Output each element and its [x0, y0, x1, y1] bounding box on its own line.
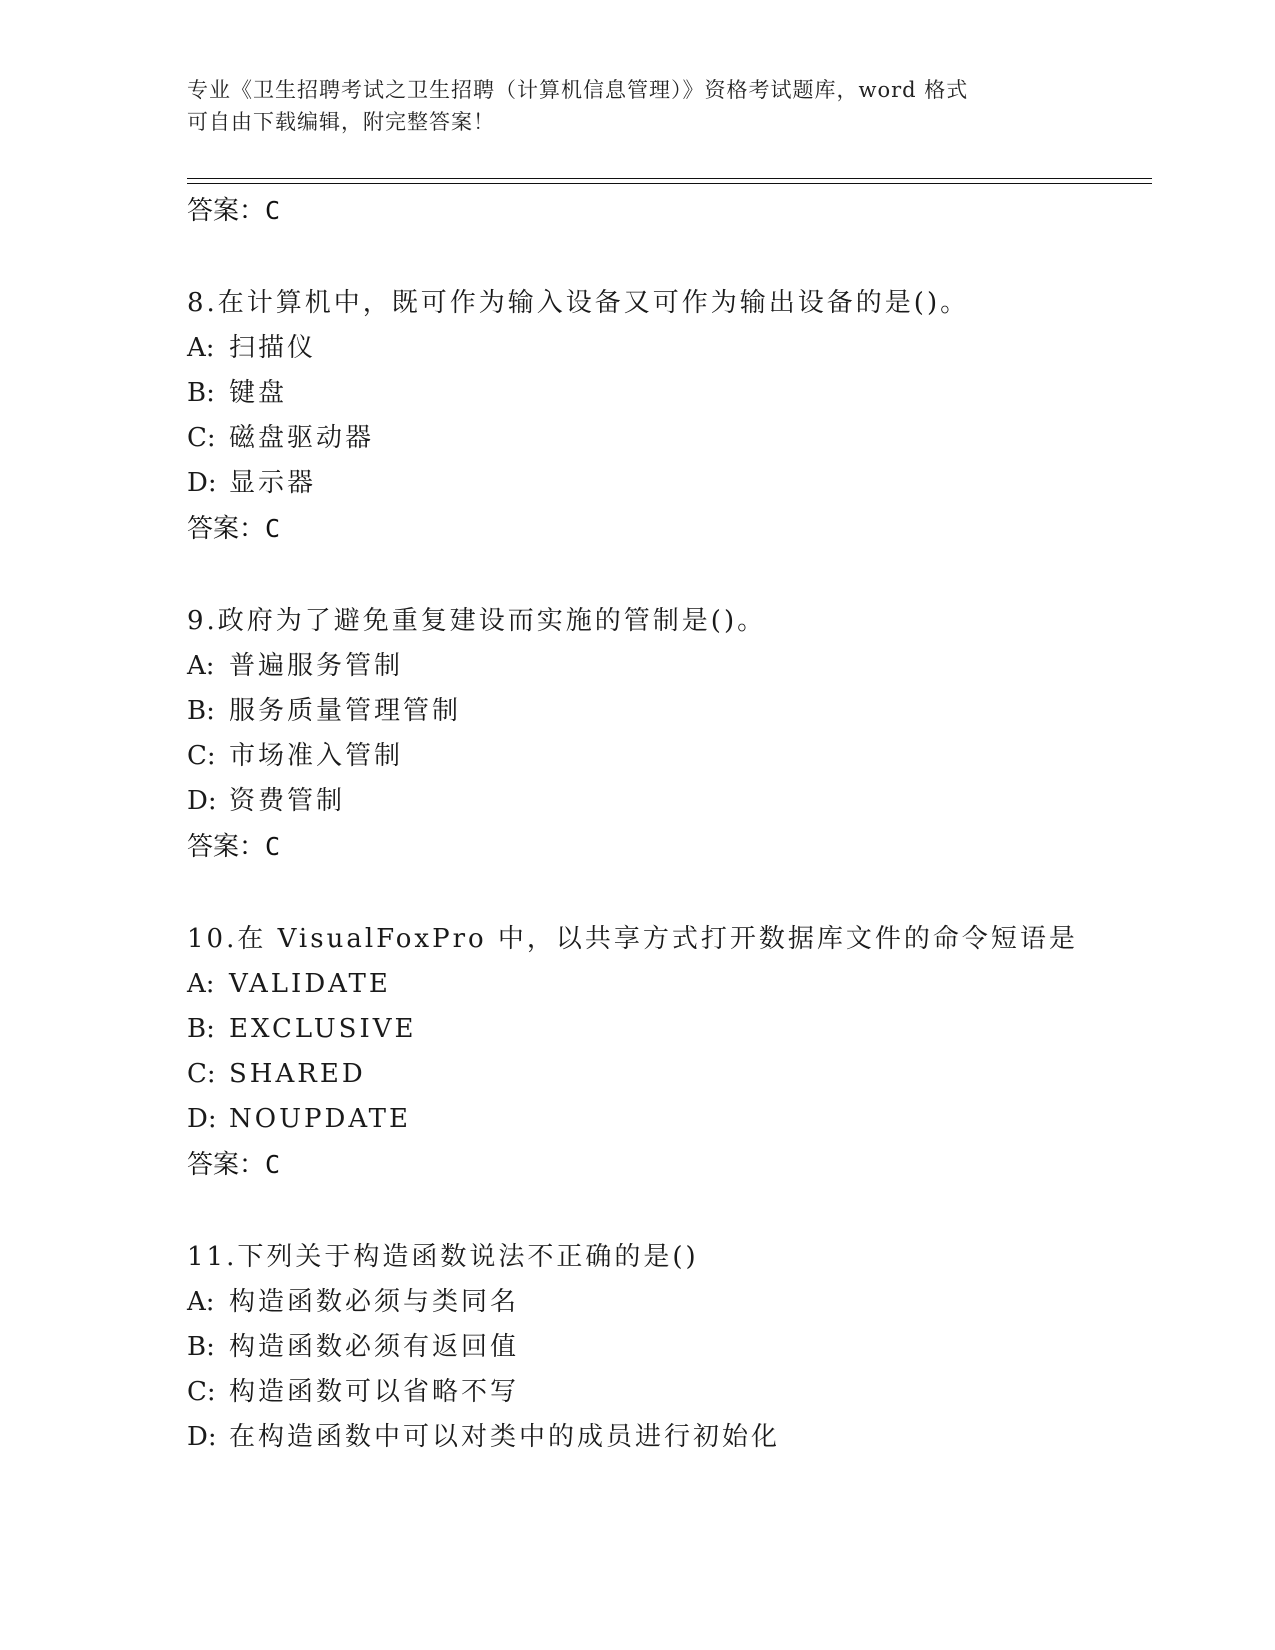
option-letter: B: — [187, 378, 215, 408]
option-letter: C: — [187, 1377, 216, 1407]
header-line-1: 专业《卫生招聘考试之卫生招聘（计算机信息管理）》资格考试题库，word 格式 — [187, 78, 969, 102]
answer-line — [187, 1142, 1187, 1188]
answer-label: 答案： — [187, 832, 266, 862]
answer-value: C — [265, 514, 281, 543]
option-letter: C: — [187, 741, 216, 771]
option-text: SHARED — [229, 1059, 366, 1089]
option-letter: B: — [187, 1332, 215, 1362]
spacer — [187, 870, 1187, 916]
answer-line — [187, 506, 1187, 552]
option-d — [187, 461, 1187, 506]
option-b — [187, 689, 1187, 734]
option-text: 构造函数可以省略不写 — [229, 1377, 520, 1407]
header-rule-bottom — [187, 183, 1152, 184]
option-text: 扫描仪 — [229, 333, 317, 363]
document-header — [187, 74, 1067, 138]
option-b — [187, 1325, 1187, 1370]
option-letter: D: — [187, 1104, 217, 1134]
option-c — [187, 416, 1187, 461]
answer-line — [187, 824, 1187, 870]
option-c — [187, 1370, 1187, 1415]
option-a — [187, 326, 1187, 371]
option-text: 构造函数必须有返回值 — [229, 1332, 520, 1362]
option-text: 在构造函数中可以对类中的成员进行初始化 — [229, 1422, 781, 1452]
spacer — [187, 1188, 1187, 1234]
option-c — [187, 734, 1187, 779]
spacer — [187, 552, 1187, 598]
option-letter: C: — [187, 423, 216, 453]
option-text: 磁盘驱动器 — [229, 423, 375, 453]
option-letter: B: — [187, 1014, 215, 1044]
option-letter: C: — [187, 1059, 216, 1089]
option-a — [187, 644, 1187, 689]
option-text: EXCLUSIVE — [229, 1014, 417, 1044]
question-text: 8.在计算机中，既可作为输入设备又可作为输出设备的是()。 — [187, 288, 970, 318]
option-b — [187, 1007, 1187, 1052]
spacer — [187, 234, 1187, 280]
answer-line — [187, 188, 1187, 234]
option-text: 市场准入管制 — [229, 741, 404, 771]
option-text: 资费管制 — [229, 786, 346, 816]
option-letter: A: — [187, 969, 215, 999]
question-list — [187, 188, 1187, 1460]
question-text: 9.政府为了避免重复建设而实施的管制是()。 — [187, 606, 767, 636]
option-text: NOUPDATE — [229, 1104, 411, 1134]
option-text: 服务质量管理管制 — [229, 696, 462, 726]
option-text: VALIDATE — [229, 969, 391, 999]
option-text: 显示器 — [229, 468, 317, 498]
answer-label: 答案： — [187, 196, 266, 226]
option-letter: B: — [187, 696, 215, 726]
answer-value: C — [265, 196, 281, 225]
option-d — [187, 1097, 1187, 1142]
answer-label: 答案： — [187, 1150, 266, 1180]
option-letter: D: — [187, 786, 217, 816]
option-a — [187, 962, 1187, 1007]
option-text: 普遍服务管制 — [229, 651, 404, 681]
option-text: 构造函数必须与类同名 — [229, 1287, 520, 1317]
header-rule-top — [187, 178, 1152, 179]
answer-value: C — [265, 1150, 281, 1179]
answer-label: 答案： — [187, 514, 266, 544]
option-letter: A: — [187, 651, 215, 681]
option-text: 键盘 — [229, 378, 288, 408]
option-letter: D: — [187, 1422, 217, 1452]
option-a — [187, 1280, 1187, 1325]
option-d — [187, 779, 1187, 824]
option-letter: A: — [187, 1287, 215, 1317]
option-b — [187, 371, 1187, 416]
answer-value: C — [265, 832, 281, 861]
header-line-2: 可自由下载编辑，附完整答案！ — [187, 110, 495, 134]
option-letter: A: — [187, 333, 215, 363]
question-text: 11.下列关于构造函数说法不正确的是() — [187, 1242, 699, 1272]
option-d — [187, 1415, 1187, 1460]
option-c — [187, 1052, 1187, 1097]
question-text: 10.在 VisualFoxPro 中，以共享方式打开数据库文件的命令短语是 — [187, 924, 1078, 954]
option-letter: D: — [187, 468, 217, 498]
